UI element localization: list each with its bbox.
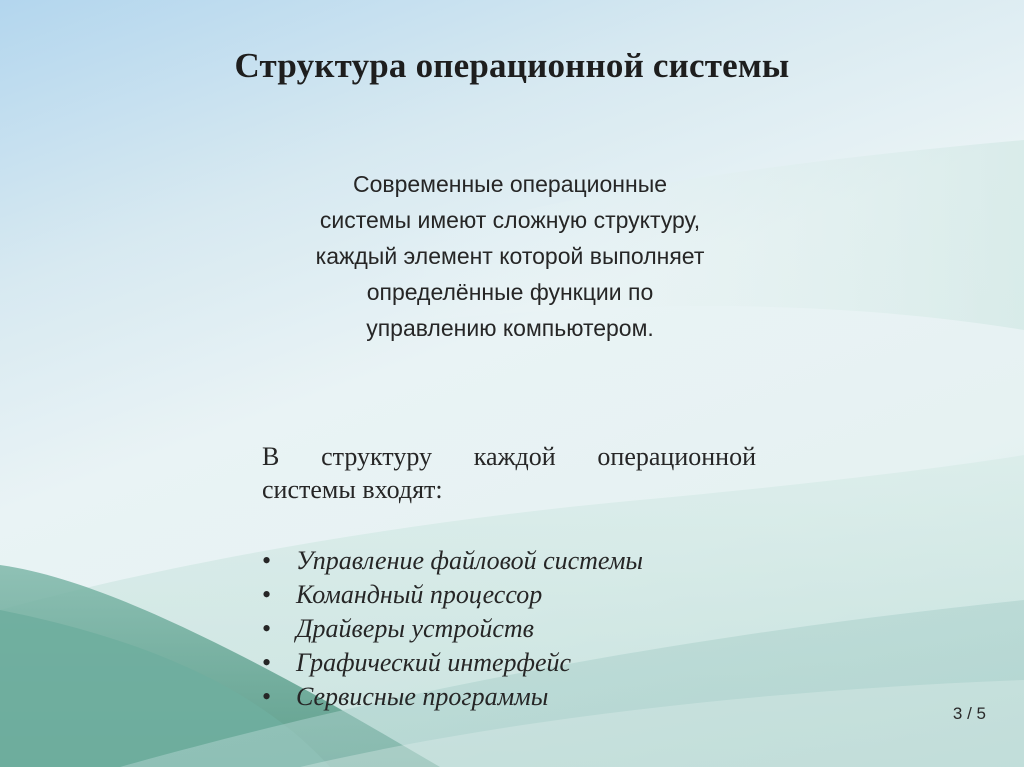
- list-item: [262, 680, 643, 714]
- page-number: 3 / 5: [952, 704, 986, 723]
- lead-line: системы входят:: [262, 475, 443, 504]
- slide-title: Структура операционной системы: [234, 46, 790, 85]
- list-item: [262, 646, 643, 680]
- lead-paragraph: [262, 440, 756, 506]
- intro-line: определённые функции по: [366, 279, 654, 305]
- bullet-icon: •: [262, 648, 272, 677]
- intro-line: системы имеют сложную структуру,: [319, 207, 701, 233]
- bullet-icon: •: [262, 546, 272, 575]
- bullet-icon: •: [262, 614, 272, 643]
- bullet-icon: •: [262, 682, 272, 711]
- intro-line: каждый элемент которой выполняет: [315, 243, 705, 269]
- list-item-text: Графический интерфейс: [296, 648, 572, 677]
- lead-line: В структуру каждой операционной: [262, 442, 756, 471]
- bullet-icon: •: [262, 580, 272, 609]
- list-item-text: Командный процессор: [296, 580, 543, 609]
- list-item-text: Сервисные программы: [296, 682, 549, 711]
- list-item-text: Драйверы устройств: [296, 614, 534, 643]
- intro-line: Современные операционные: [352, 171, 668, 197]
- list-item: [262, 612, 643, 646]
- structure-list: [262, 544, 643, 714]
- list-item: [262, 544, 643, 578]
- list-item-text: Управление файловой системы: [296, 546, 644, 575]
- intro-paragraph: [200, 166, 820, 346]
- intro-line: управлению компьютером.: [366, 315, 654, 341]
- list-item: [262, 578, 643, 612]
